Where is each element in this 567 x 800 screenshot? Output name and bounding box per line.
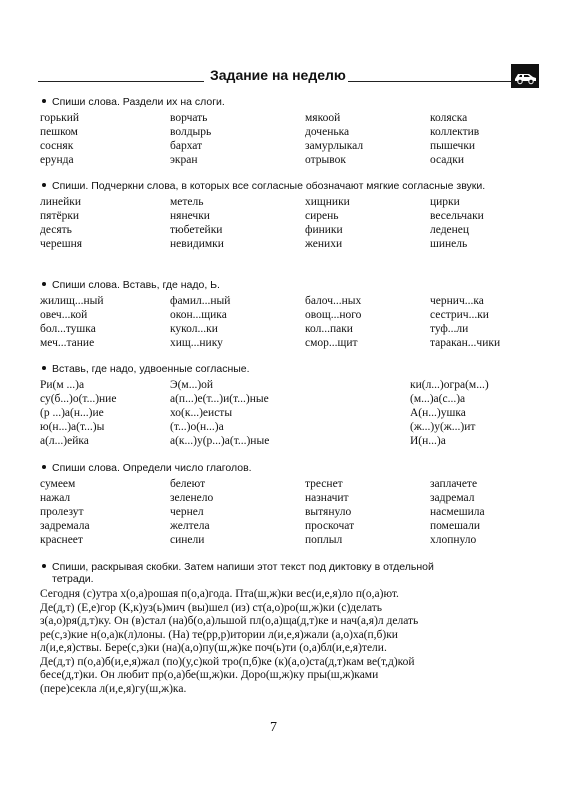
word-cell: отрывок — [305, 154, 346, 166]
word-cell: овощ...ного — [305, 309, 362, 321]
word-cell: хлопнуло — [430, 534, 477, 546]
word-cell: краснеет — [40, 534, 83, 546]
table-row — [40, 336, 535, 350]
page-title: Задание на неделю — [210, 67, 346, 83]
word-cell: балоч...ных — [305, 295, 362, 307]
page-number: 7 — [270, 720, 277, 735]
word-cell: коляска — [430, 112, 468, 124]
table-row — [40, 434, 535, 448]
word-cell: проскочат — [305, 520, 355, 532]
word-cell: таракан...чики — [430, 337, 501, 349]
word-cell: весельчаки — [430, 210, 484, 222]
word-cell: горький — [40, 112, 80, 124]
text-line: Сегодня (с)утра х(о,а)рошая п(о,а)года. Пта(ш,ж)ки вес(и,е,я)ло п(о,а)ют. — [40, 588, 399, 600]
page-header — [38, 64, 538, 90]
word-cell: фамил...ный — [170, 295, 231, 307]
word-cell: помешали — [430, 520, 481, 532]
text-line: л(и,е,я)ствы. Бере(с,з)ки (на)(а,о)пу(ш,ж)ке поч(ь)ти (о,а)бл(и,е,я)тели. — [40, 642, 387, 654]
word-cell: задремал — [430, 492, 475, 504]
word-cell: тюбетейки — [170, 224, 223, 236]
word-cell: меч...тание — [40, 337, 95, 349]
table-row — [40, 294, 535, 308]
word-cell: пятёрки — [40, 210, 80, 222]
exercise-verbs — [40, 462, 535, 547]
word-cell: а(к...)у(р...)а(т...)ные — [170, 435, 270, 447]
word-cell: (т...)о(н...)а — [170, 421, 224, 433]
table-row — [40, 195, 535, 209]
table-row — [40, 420, 535, 434]
table-row — [40, 111, 535, 125]
bullet-icon — [42, 366, 46, 370]
table-row — [40, 153, 535, 167]
word-cell: (м...)а(с...)а — [410, 393, 466, 405]
word-cell: метель — [170, 196, 204, 208]
header-rule-right — [348, 81, 512, 82]
exercise-instruction: Спиши слова. Определи число глаголов. — [40, 462, 535, 474]
table-row — [40, 533, 535, 547]
word-cell: жилищ...ный — [40, 295, 104, 307]
table-row — [40, 491, 535, 505]
word-cell: коллектив — [430, 126, 480, 138]
word-cell: а(л...)ейка — [40, 435, 89, 447]
word-cell: кукол...ки — [170, 323, 218, 335]
word-cell: туф...ли — [430, 323, 469, 335]
word-cell: окон...щика — [170, 309, 227, 321]
word-cell: сосняк — [40, 140, 74, 152]
word-cell: сирень — [305, 210, 339, 222]
word-cell: чернич...ка — [430, 295, 484, 307]
word-cell: И(н...)а — [410, 435, 446, 447]
word-cell: хо(к...)еисты — [170, 407, 233, 419]
text-line: (пере)секла л(и,е,я)гу(ш,ж)ка. — [40, 682, 187, 695]
car-icon — [511, 64, 539, 88]
exercise-instruction-cont: тетради. — [52, 573, 94, 585]
bullet-icon — [42, 465, 46, 469]
word-cell: доченька — [305, 126, 350, 138]
word-cell: вытянуло — [305, 506, 352, 518]
word-cell: бол...тушка — [40, 323, 96, 335]
word-cell: пешком — [40, 126, 78, 138]
word-cell: белеют — [170, 478, 206, 490]
header-rule-left — [38, 81, 204, 82]
exercise-double-consonants — [40, 363, 535, 448]
word-cell: хищники — [305, 196, 350, 208]
word-cell: хищ...нику — [170, 337, 223, 349]
bullet-icon — [42, 99, 46, 103]
table-row — [40, 519, 535, 533]
table-row — [40, 209, 535, 223]
word-cell: мякоой — [305, 112, 341, 124]
word-table — [40, 111, 535, 167]
word-cell: су(б...)о(т...)ние — [40, 393, 117, 405]
word-cell: А(н...)ушка — [410, 407, 466, 419]
word-cell: овеч...кой — [40, 309, 88, 321]
table-row — [40, 237, 535, 251]
exercise-instruction: Вставь, где надо, удвоенные согласные. — [40, 363, 535, 375]
word-cell: треснет — [305, 478, 343, 490]
exercise-instruction: Спиши слова. Вставь, где надо, Ь. — [40, 279, 535, 291]
text-line: ре(с,з)кие н(о,а)к(л)лоны. (На) те(рр,р)итории л(и,е,я)жали (а,о)ха(п,б)ки — [40, 628, 398, 641]
table-row — [40, 378, 535, 392]
word-cell: линейки — [40, 196, 82, 208]
table-row — [40, 139, 535, 153]
word-cell: зеленело — [170, 492, 214, 504]
word-cell: нянечки — [170, 210, 210, 222]
table-row — [40, 406, 535, 420]
word-cell: замурлыкал — [305, 140, 364, 152]
table-row — [40, 125, 535, 139]
word-cell: сестрич...ки — [430, 309, 489, 321]
exercise-instruction: Спиши, раскрывая скобки. Затем напиши этот текст под диктовку в отдельной — [40, 561, 535, 573]
exercise-instruction: Спиши. Подчеркни слова, в которых все согласные обозначают мягкие согласные звуки. — [40, 180, 535, 192]
word-cell: Ри(м ...)а — [40, 379, 85, 391]
word-cell: шинель — [430, 238, 468, 250]
table-row — [40, 505, 535, 519]
text-line: Де(д,т) п(о,а)б(и,е,я)жал (по)(у,с)кой тро(п,б)ке (к)(а,о)ста(д,т)кам ве(т,д)кой — [40, 655, 415, 668]
word-cell: поплыл — [305, 534, 343, 546]
word-cell: цирки — [430, 196, 460, 208]
word-cell: черешня — [40, 238, 83, 250]
word-cell: кол...паки — [305, 323, 353, 335]
word-cell: ю(н...)а(т...)ы — [40, 421, 105, 433]
word-cell: синели — [170, 534, 205, 546]
word-cell: задремала — [40, 520, 90, 532]
text-line: бесе(д,т)ки. Он любит пр(о,а)бе(ш,ж)ки. Доро(ш,ж)ку пры(ш,ж)ками — [40, 669, 379, 681]
exercise-soft-consonants — [40, 180, 535, 251]
word-cell: смор...щит — [305, 337, 358, 349]
exercise-soft-sign — [40, 279, 535, 350]
table-row — [40, 322, 535, 336]
table-row — [40, 392, 535, 406]
word-cell: а(п...)е(т...)и(т...)ные — [170, 393, 269, 405]
word-cell: ворчать — [170, 112, 208, 124]
word-cell: экран — [170, 154, 198, 166]
word-cell: заплачете — [430, 478, 478, 490]
word-cell: волдырь — [170, 126, 212, 138]
bullet-icon — [42, 282, 46, 286]
exercise-syllables — [40, 96, 535, 167]
word-cell: чернел — [170, 506, 204, 518]
word-cell: ерунда — [40, 154, 74, 166]
dictation-text — [40, 588, 535, 696]
word-cell: назначит — [305, 492, 349, 504]
word-table — [40, 477, 535, 547]
word-table — [40, 195, 535, 251]
exercise-instruction: Спиши слова. Раздели их на слоги. — [40, 96, 535, 108]
word-cell: десять — [40, 224, 72, 236]
word-cell: финики — [305, 224, 343, 236]
table-row — [40, 308, 535, 322]
table-row — [40, 477, 535, 491]
word-cell: пролезут — [40, 506, 84, 518]
word-cell: насмешила — [430, 506, 485, 518]
word-cell: невидимки — [170, 238, 224, 250]
word-cell: ки(л...)огра(м...) — [410, 379, 489, 391]
bullet-icon — [42, 564, 46, 568]
word-cell: сумеем — [40, 478, 76, 490]
text-line: з(а,о)ря(д,т)ку. Он (в)стал (на)б(о,а)льшой пл(о,а)ща(д,т)ке и нач(а,я)л делать — [40, 615, 419, 627]
word-cell: леденец — [430, 224, 470, 236]
word-table — [40, 378, 535, 448]
table-row — [40, 223, 535, 237]
exercise-dictation — [40, 561, 535, 696]
word-cell: женихи — [305, 238, 343, 250]
word-table — [40, 294, 535, 350]
word-cell: бархат — [170, 140, 203, 152]
word-cell: (р ...)а(н...)ие — [40, 407, 104, 419]
word-cell: нажал — [40, 492, 71, 504]
word-cell: (ж...)у(ж...)ит — [410, 421, 476, 433]
text-line: Де(д,т) (Е,е)гор (К,к)уз(ь)мич (вы)шел (из) ст(а,о)ро(ш,ж)ки (с)делать — [40, 601, 383, 614]
word-cell: пышечки — [430, 140, 476, 152]
bullet-icon — [42, 183, 46, 187]
word-cell: осадки — [430, 154, 464, 166]
word-cell: желтела — [170, 520, 210, 532]
word-cell: Э(м...)ой — [170, 379, 214, 391]
